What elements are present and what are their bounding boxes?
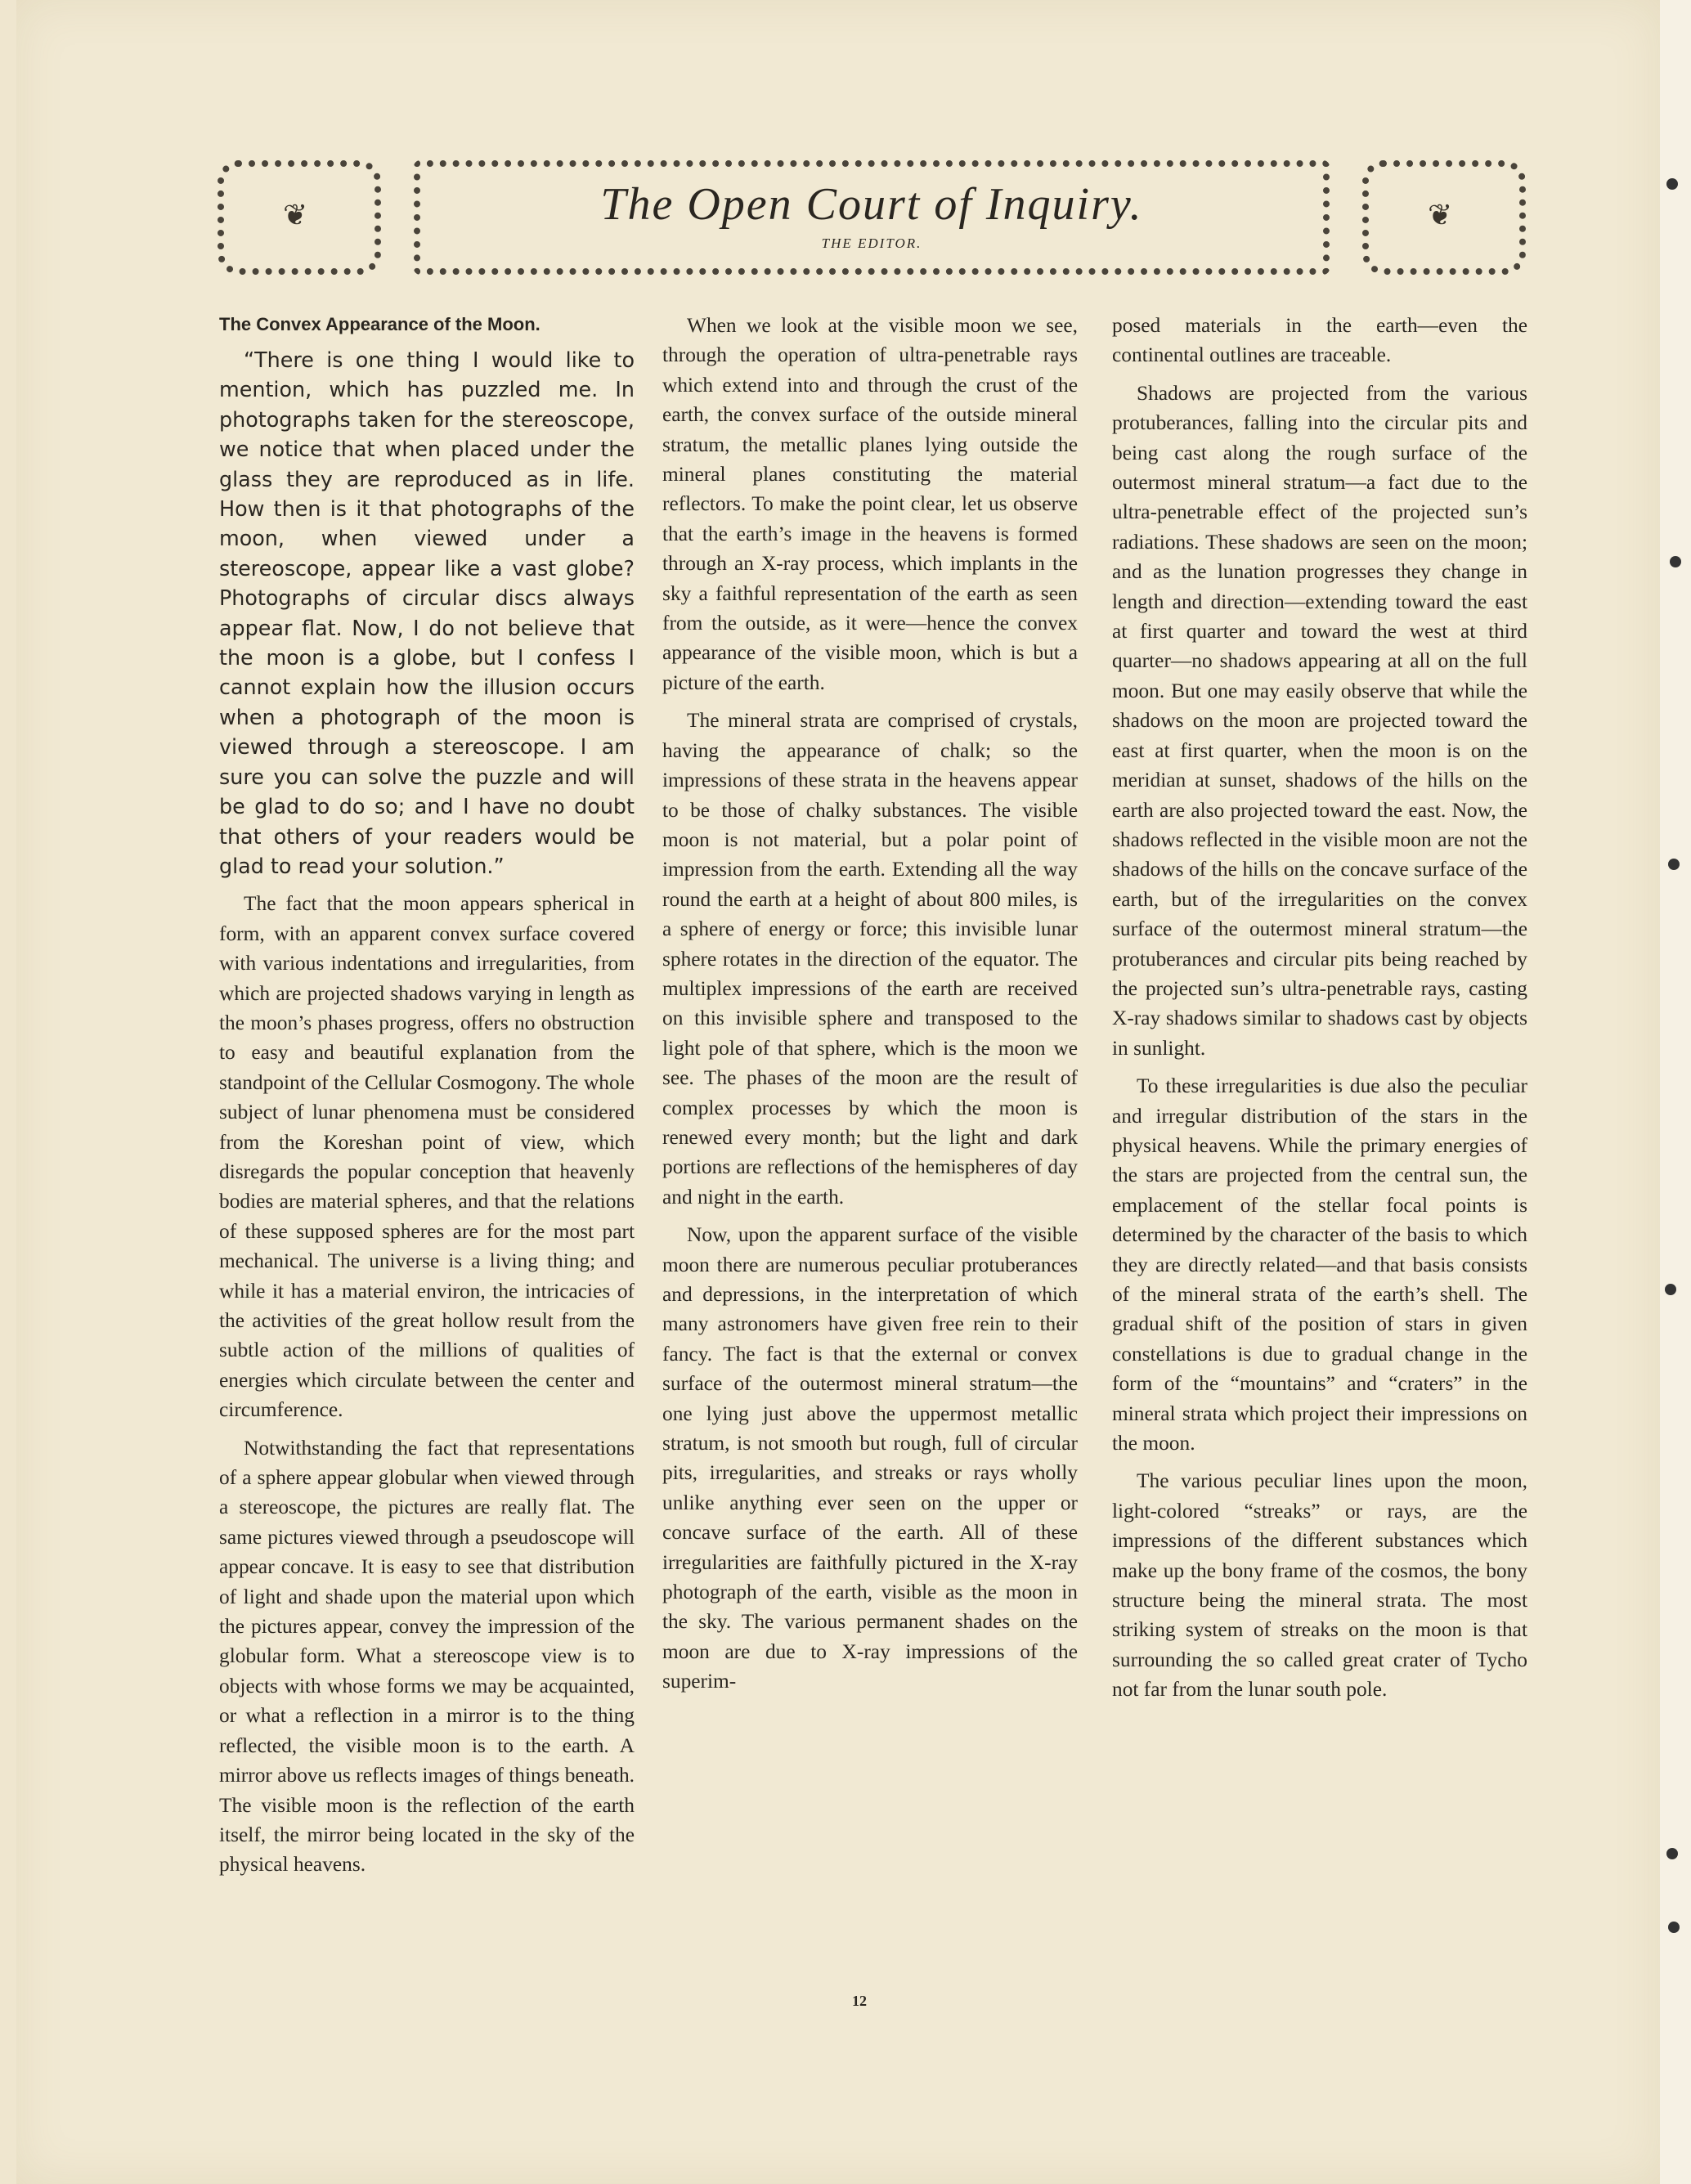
paragraph: Shadows are projected from the various protuberances, falling into the circular pits and being cast along the rough surface of the outermost mineral stratum—a fact due to the ultra-penetrable effect of the projected sun’s radiations. These shadows are seen on the moon; and as the lunation progresses they change in length and direction—extending toward the east at first quarter and toward the west at third quarter—no shadows appearing at all on the full moon. But one may easily observe that while the shadows on the moon are projected toward the east at first quarter, when the moon is on the meridian at sunset, shadows of the hills on the earth are also projected toward the east. Now, the shadows reflected in the visible moon are not the shadows of the hills on the concave surface of the earth, but of the irregularities on the convex surface of the outermost mineral stratum—the protuberances and circular pits being reached by the projected sun’s ultra-penetrable rays, casting X-ray shadows similar to shadows cast by objects in sunlight. <box>1112 381 1527 1060</box>
edge-mark <box>1668 1922 1680 1933</box>
paragraph: posed materials in the earth—even the continental outlines are traceable. <box>1112 314 1527 367</box>
column-3 <box>1112 311 1527 1713</box>
paragraph: To these irregularities is due also the peculiar and irregular distribution of the stars in the physical heavens. While the primary energies of the stars are projected from the central sun, the emplacement of the stellar focal points is determined by the character of the basis to which they are directly related—and that basis consists of the mineral strata of the earth’s shell. The gradual shift of the position of stars in given constellations is due to gradual change in the form of the “mountains” and “craters” in the mineral strata which project their impressions on the moon. <box>1112 1074 1527 1455</box>
page-number: 12 <box>852 1993 867 2009</box>
paragraph: The mineral strata are comprised of crystals, having the appearance of chalk; so the impressions of these strata in the heavens appear to be those of chalky substances. The visible moon is not material, but a polar point of impression from the earth. Extending all the way round the earth at a height of about 800 miles, is a sphere of energy or force; this invisible lunar sphere rotates in the direction of the equator. The multiplex impressions of the earth are received on this invisible sphere and transposed to the light pole of that sphere, which is the moon we see. The phases of the moon are the result of complex processes by which the moon is renewed every month; but the light and dark portions are reflections of the hemispheres of day and night in the earth. <box>662 709 1078 1209</box>
fleuron-icon: ❦ <box>283 199 308 231</box>
paragraph: Now, upon the apparent surface of the visible moon there are numerous peculiar protuberances and depressions, in the interpretation of which many astronomers have given free rein to their fancy. The fact is that the external or convex surface of the outermost mineral stratum—the one lying just above the uppermost metallic stratum, is not smooth but rough, full of circular pits, irregularities, and streaks or rays wholly unlike anything ever seen on the upper or concave surface of the earth. All of these irregularities are faithfully pictured in the X-ray photograph of the earth, visible as the moon in the sky. The various permanent shades on the moon are due to X-ray impressions of the superim- <box>662 1223 1078 1693</box>
edge-mark <box>1670 556 1681 567</box>
paragraph: The fact that the moon appears spherical in form, with an apparent convex surface covered with various indentations and irregularities, from which are projected shadows varying in length as the moon’s phases progress, offers no obstruction to easy and beautiful explanation from the standpoint of the Cellular Cosmogony. The whole subject of lunar phenomena must be considered from the Koreshan point of view, which disregards the popular conception that heavenly bodies are material spheres, and that the relations of these supposed spheres are for the most part mechanical. The universe is a living thing; and while it has a material environ, the intricacies of the activities of the great hollow result from the subtle action of the millions of qualities of energies which circulate between the center and circumference. <box>219 892 635 1422</box>
section-header <box>201 160 1542 275</box>
column-1 <box>219 311 635 1888</box>
reader-letter: “There is one thing I would like to mention, which has puzzled me. In photographs taken for the stereoscope, we notice that when placed under the glass they are reproduced as in life. How then is it that photographs of the moon, when viewed under a stereoscope, appear like a vast globe? Photographs of circular discs always appear flat. Now, I do not believe that the moon is a globe, but I confess I cannot explain how the illusion occurs when a photograph of the moon is viewed through a stereoscope. I am sure you can solve the puzzle and will be glad to do so; and I have no doubt that others of your readers would be glad to read your solution.” <box>219 348 635 878</box>
edge-mark <box>1666 178 1678 190</box>
page <box>16 0 1660 2184</box>
edge-mark <box>1668 859 1680 870</box>
section-title: The Open Court of Inquiry. <box>600 179 1143 230</box>
column-2 <box>662 311 1078 1705</box>
paragraph: Notwithstanding the fact that representations of a sphere appear globular when viewed through a stereoscope, the pictures are really flat. The same pictures viewed through a pseudoscope will appear concave. It is easy to see that distribution of light and shade upon the material upon which the pictures appear, convey the impression of the globular form. What a stereoscope view is to objects with whose forms we may be acquainted, or what a reflection in a mirror is to the thing reflected, the visible moon is to the earth. A mirror above us reflects images of things beneath. The visible moon is the reflection of the earth itself, the mirror being located in the sky of the physical heavens. <box>219 1436 635 1877</box>
paragraph: When we look at the visible moon we see, through the operation of ultra-penetrable rays which extend into and through the crust of the earth, the convex surface of the outside mineral stratum, the metallic planes lying outside the mineral planes constituting the material reflectors. To make the point clear, let us observe that the earth’s image in the heavens is formed through an X-ray process, which implants in the sky a faithful representation of the earth as seen from the outside, as it were—hence the convex appearance of the visible moon, which is but a picture of the earth. <box>662 314 1078 694</box>
section-byline: THE EDITOR. <box>821 235 922 251</box>
edge-mark <box>1665 1284 1676 1295</box>
paragraph: The various peculiar lines upon the moon, light-colored “streaks” or rays, are the impressions of the different substances which make up the bony frame of the cosmos, the bony structure being the mineral strata. The most striking system of streaks on the moon is that surrounding the so called great crater of Tycho not far from the lunar south pole. <box>1112 1469 1527 1702</box>
edge-mark <box>1666 1848 1678 1859</box>
article-title: The Convex Appearance of the Moon. <box>219 314 540 334</box>
fleuron-icon: ❦ <box>1428 199 1453 231</box>
page-edge <box>1660 0 1691 2184</box>
